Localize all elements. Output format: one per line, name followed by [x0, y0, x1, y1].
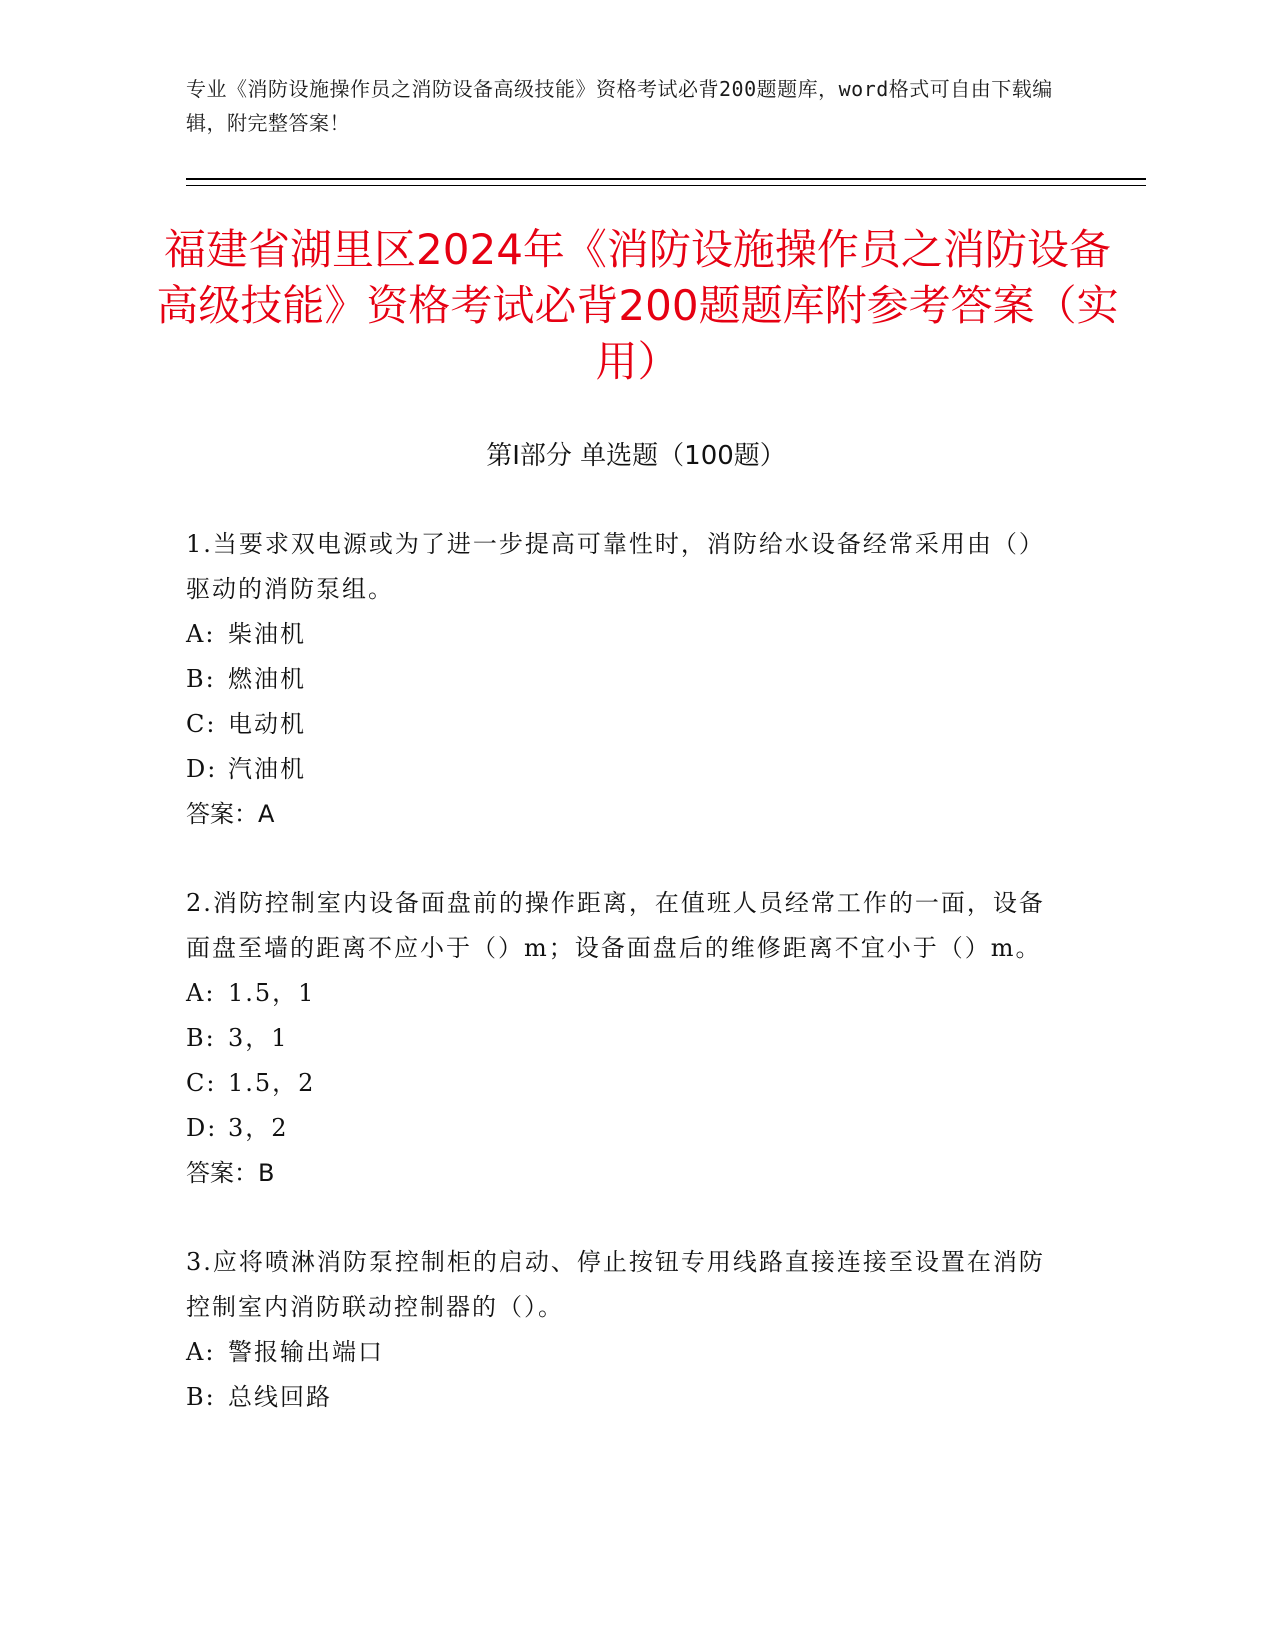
option-letter: A:: [186, 979, 216, 1007]
option-text: 1.5，1: [228, 979, 316, 1007]
question-answer: 答案：A: [186, 800, 275, 828]
question-option: [186, 657, 1066, 702]
question-list: [186, 522, 1066, 1464]
option-letter: B:: [186, 1024, 216, 1052]
document-title: 福建省湖里区2024年《消防设施操作员之消防设备高级技能》资格考试必背200题题库附参考答案（实用）: [156, 225, 1119, 386]
option-text: 3，2: [228, 1114, 289, 1142]
question-stem: 3.应将喷淋消防泵控制柜的启动、停止按钮专用线路直接连接至设置在消防控制室内消防联动控制器的（）。: [186, 1248, 1045, 1321]
option-letter: B:: [186, 665, 216, 693]
question-option: [186, 702, 1066, 747]
question-option: [186, 1106, 1066, 1151]
question-stem: 2.消防控制室内设备面盘前的操作距离，在值班人员经常工作的一面，设备面盘至墙的距离不应小于（）m；设备面盘后的维修距离不宜小于（）m。: [186, 889, 1045, 962]
header-divider-thin: [186, 185, 1146, 186]
question-option: [186, 612, 1066, 657]
question-answer: 答案：B: [186, 1159, 275, 1187]
section-heading: 第I部分 单选题（100题）: [486, 441, 786, 471]
option-letter: B:: [186, 1383, 216, 1411]
question-option: [186, 1061, 1066, 1106]
question-option: [186, 747, 1066, 792]
question-stem: 1.当要求双电源或为了进一步提高可靠性时，消防给水设备经常采用由（）驱动的消防泵组。: [186, 530, 1045, 603]
option-letter: D:: [186, 1114, 218, 1142]
header-note: 专业《消防设施操作员之消防设备高级技能》资格考试必背200题题库，word格式可自由下载编辑，附完整答案！: [186, 77, 1053, 135]
option-text: 汽油机: [228, 755, 306, 783]
question-option: [186, 1375, 1066, 1420]
option-text: 燃油机: [228, 665, 306, 693]
question-item: [186, 1240, 1066, 1420]
question-item: [186, 881, 1066, 1196]
option-letter: D:: [186, 755, 218, 783]
option-text: 1.5，2: [228, 1069, 316, 1097]
option-text: 总线回路: [228, 1383, 332, 1411]
question-item: [186, 522, 1066, 837]
option-letter: A:: [186, 620, 216, 648]
question-option: [186, 971, 1066, 1016]
header-divider-thick: [186, 178, 1146, 180]
option-text: 柴油机: [228, 620, 306, 648]
option-text: 警报输出端口: [228, 1338, 384, 1366]
option-letter: C:: [186, 710, 217, 738]
option-letter: C:: [186, 1069, 217, 1097]
option-text: 3，1: [228, 1024, 289, 1052]
question-option: [186, 1016, 1066, 1061]
question-option: [186, 1330, 1066, 1375]
option-letter: A:: [186, 1338, 216, 1366]
option-text: 电动机: [228, 710, 306, 738]
